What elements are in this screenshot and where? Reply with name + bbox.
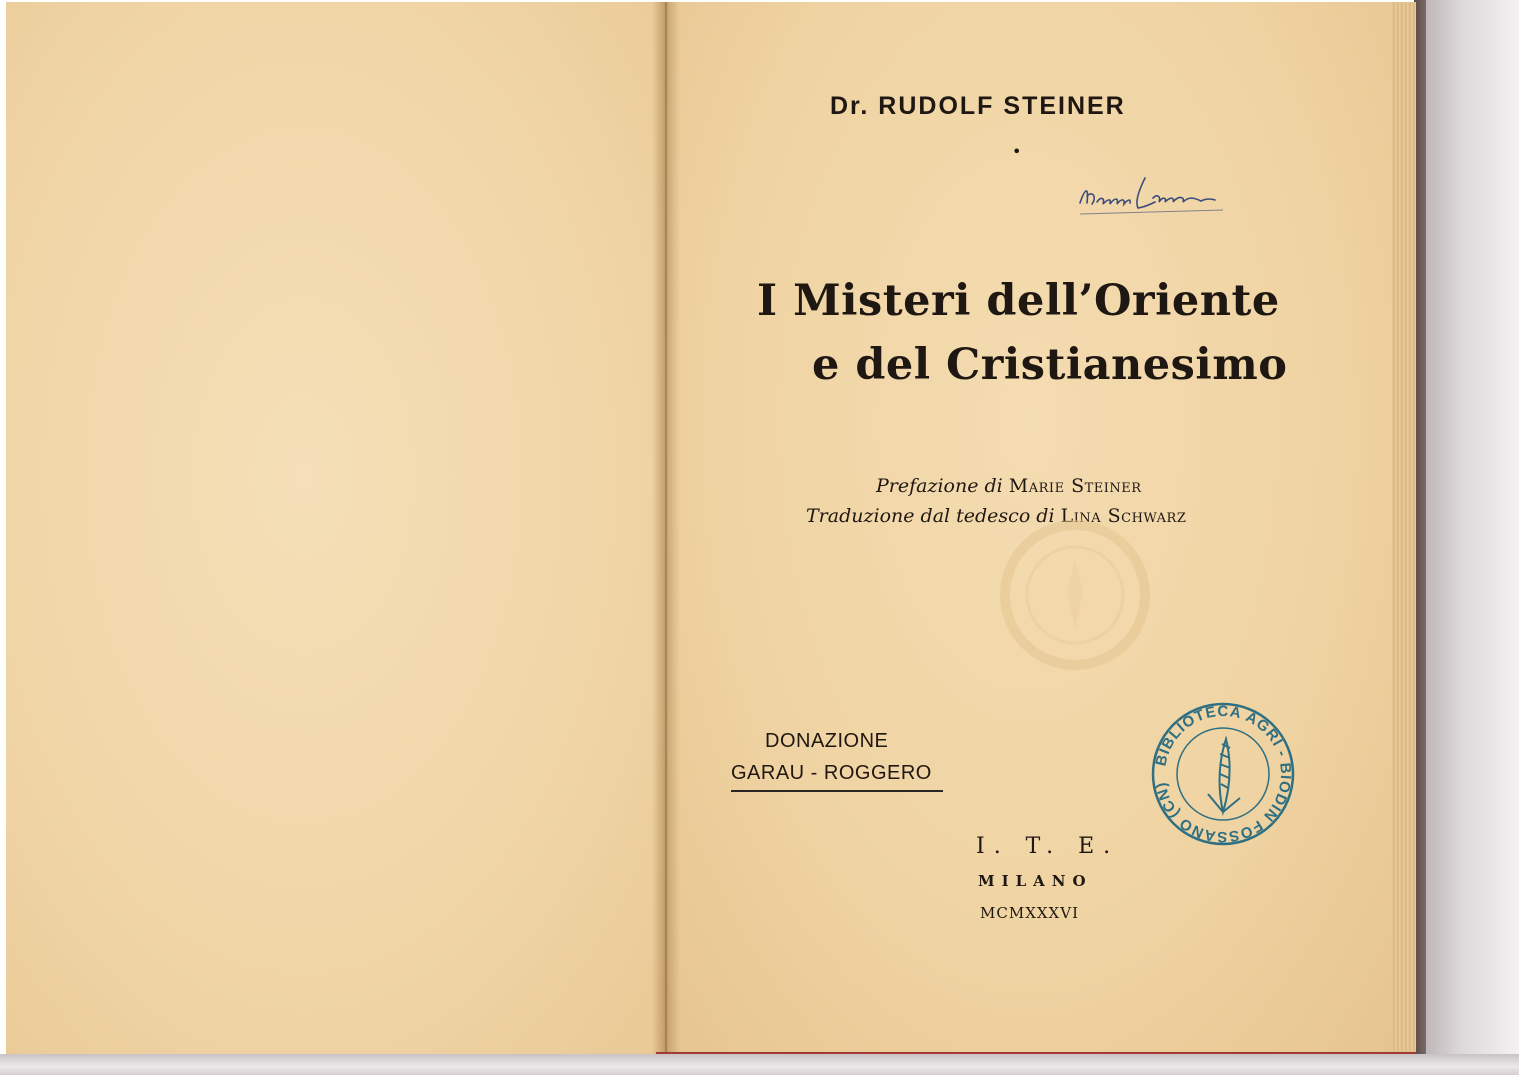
preface-name: Marie Steiner: [1008, 475, 1142, 497]
plastic-cover-bottom: [0, 1054, 1519, 1075]
translation-prefix: Traduzione dal tedesco di: [806, 505, 1061, 527]
book-title-line-1: I Misteri dell’Oriente: [757, 276, 1280, 326]
preface-prefix: Prefazione di: [876, 475, 1009, 497]
donation-stamp-line-1: DONAZIONE: [765, 730, 889, 752]
embossed-seal: [975, 520, 1175, 670]
publisher-name: I. T. E.: [976, 834, 1120, 859]
author-name: Dr. RUDOLF STEINER: [830, 92, 1126, 120]
preface-credit: [876, 475, 1142, 497]
handwritten-signature: [1075, 168, 1225, 228]
page-edges: [1392, 2, 1416, 1054]
left-page-blank: [6, 2, 666, 1054]
publication-year: MCMXXXVI: [980, 904, 1079, 922]
bullet-ornament: •: [1012, 142, 1022, 161]
donation-stamp-line-2: GARAU - ROGGERO: [731, 762, 932, 784]
translation-name: Lina Schwarz: [1060, 505, 1187, 527]
donation-stamp: [727, 730, 947, 800]
donation-underline: [731, 790, 943, 792]
plastic-cover: [1426, 0, 1519, 1075]
library-stamp-text: BIBLIOTECA AGRI - BIODIN FOSSANO (CN): [1152, 702, 1295, 846]
library-stamp: [1148, 694, 1298, 854]
publication-city: MILANO: [978, 872, 1093, 890]
book-gutter: [652, 2, 680, 1054]
book-title-line-2: e del Cristianesimo: [812, 340, 1288, 390]
